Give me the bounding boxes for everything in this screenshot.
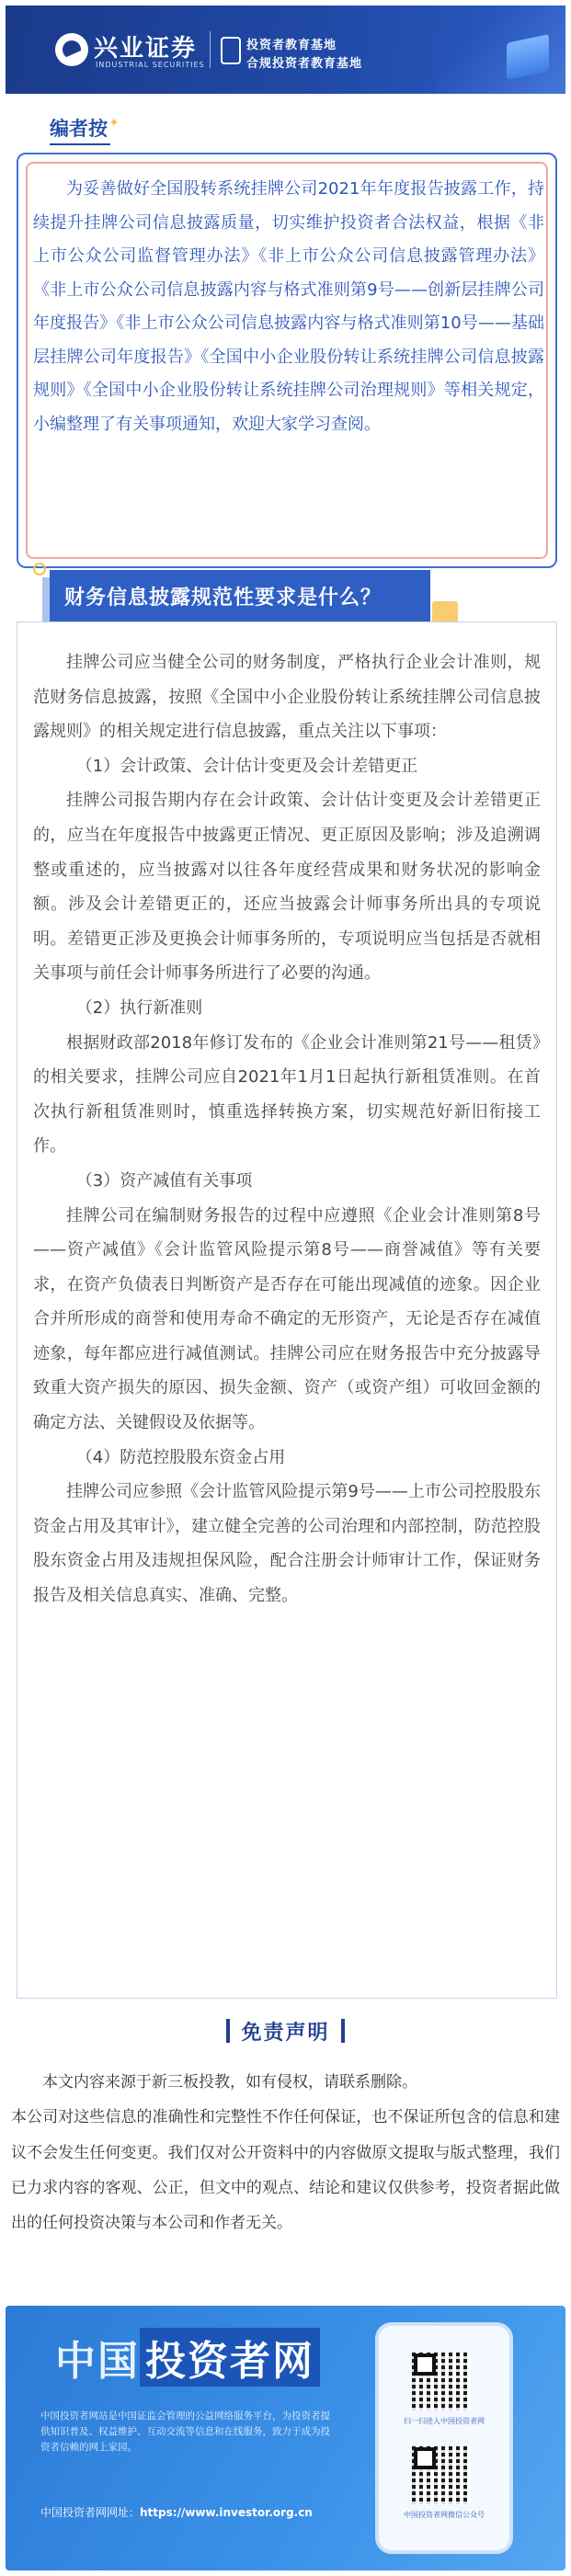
disclaimer-p1: 本文内容来源于新三板投教，如有侵权，请联系删除。 <box>42 2073 417 2092</box>
editor-note-underline <box>50 143 110 145</box>
url-link[interactable]: https://www.investor.org.cn <box>140 2506 313 2519</box>
disclaimer-title: 免责声明 <box>241 2022 330 2045</box>
title-part-a: 中国 <box>55 2338 140 2385</box>
content-intro: 挂牌公司应当健全公司的财务制度，严格执行企业会计准则，规范财务信息披露，按照《全国中小企业股份转让系统挂牌公司信息披露规则》的相关规定进行信息披露，重点关注以下事项： <box>33 653 541 742</box>
investor-network-title <box>55 2328 320 2387</box>
item1-text: 挂牌公司报告期内存在会计政策、会计估计变更及会计差错更正的，应当在年度报告中披露更正情况、更正原因及影响；涉及追溯调整或重述的，应当披露对以往各年度经营成果和财务状况的影响金额。涉及会计差错更正的，还应当披露会计师事务所出具的专项说明。差错更正涉及更换会计师事务所的，专项说明应当包括是否就相关事项与前任会计师事务所进行了必要的沟通。 <box>33 791 541 984</box>
item3-text: 挂牌公司在编制财务报告的过程中应遵照《企业会计准则第8号——资产减值》《会计监管风险提示第8号——商誉减值》等有关要求，在资产负债表日判断资产是否存在可能出现减值的迹象。因企业合并所形成的商誉和使用寿命不确定的无形资产，无论是否存在减值迹象，每年都应进行减值测试。挂牌公司应在财务报告中充分披露导致重大资产损失的原因、损失金额、资产（或资产组）可收回金额的确定方法、关键假设及依据等。 <box>33 1205 541 1433</box>
editor-note-text: 为妥善做好全国股转系统挂牌公司2021年年度报告披露工作，持续提升挂牌公司信息披露质量，切实维护投资者合法权益，根据《非上市公众公司监督管理办法》《非上市公众公司信息披露管理办法》《非上市公众公司信息披露内容与格式准则第9号——创新层挂牌公司年度报告》《非上市公众公司信息披露内容与格式准则第10号——基础层挂牌公司年度报告》《全国中小企业股份转让系统挂牌公司信息披露规则》《全国中小企业股份转让系统挂牌公司治理规则》等相关规定，小编整理了有关事项通知，欢迎大家学习查阅。 <box>33 179 544 434</box>
square-decoration-icon <box>432 601 458 623</box>
phone-mockup <box>375 2322 513 2554</box>
title-part-b: 投资者网 <box>140 2328 320 2387</box>
item2-title: （2）执行新准则 <box>75 997 203 1018</box>
item1-title: （1）会计政策、会计估计变更及会计差错更正 <box>75 756 418 776</box>
header-divider <box>210 31 211 68</box>
header-slogan-1: 投资者教育基地 <box>246 39 337 52</box>
investor-network-banner[interactable] <box>6 2306 565 2570</box>
brand-name-en: INDUSTRIAL SECURITIES <box>96 61 205 69</box>
item2-text: 根据财政部2018年修订发布的《企业会计准则第21号——租赁》的相关要求，挂牌公司应自2021年1月1日起执行新租赁准则。在首次执行新租赁准则时，慎重选择转换方案，切实规范好新旧衔接工作。 <box>33 1032 541 1157</box>
qr-label-website: 扫一扫进入中国投资者网 <box>404 2417 485 2425</box>
item4-text: 挂牌公司应参照《会计监管风险提示第9号——上市公司控股股东资金占用及其审计》，建立健全完善的公司治理和内部控制，防范控股股东资金占用及违规担保风险，配合注册会计师审计工作，保证财务报告及相关信息真实、准确、完整。 <box>33 1482 541 1606</box>
star-icon: ✦ <box>108 116 120 131</box>
investor-network-url[interactable] <box>40 2504 313 2520</box>
disclaimer-p2: 本公司对这些信息的准确性和完整性不作任何保证，也不保证所包含的信息和建议不会发生任何变更。我们仅对公开资料中的内容做原文提取与版式整理，我们已力求内容的客观、公正，但文中的观点、结论和建议仅供参考，投资者据此做出的任何投资决策与本公司和作者无关。 <box>11 2108 560 2233</box>
editor-note-title: 编者按 <box>50 118 108 140</box>
header-slogan-2: 合规投资者教育基地 <box>246 57 363 71</box>
circle-decoration-icon <box>33 563 46 576</box>
education-base-icon <box>221 37 241 64</box>
section-title: 财务信息披露规范性要求是什么？ <box>64 587 383 610</box>
brand-logo-icon <box>55 33 88 66</box>
content-body <box>33 645 541 1613</box>
disclaimer-bar-right <box>341 2019 345 2043</box>
item4-title: （4）防范控股股东资金占用 <box>75 1447 286 1467</box>
investor-network-description: 中国投资者网站是中国证监会管理的公益网络服务平台，为投资者提供知识普及、权益维护、互动交流等信息和在线服务，致力于成为投资者信赖的网上家园。 <box>40 2411 330 2453</box>
header-banner <box>6 6 565 94</box>
website-qr-code-icon[interactable] <box>412 2352 471 2411</box>
qr-label-wechat: 中国投资者网微信公众号 <box>404 2511 485 2519</box>
disclaimer-body <box>11 2065 560 2240</box>
url-label: 中国投资者网网址： <box>40 2506 141 2519</box>
brand-name: 兴业证券 <box>94 35 198 63</box>
wechat-qr-code-icon[interactable] <box>412 2445 471 2504</box>
item3-title: （3）资产减值有关事项 <box>75 1170 253 1191</box>
